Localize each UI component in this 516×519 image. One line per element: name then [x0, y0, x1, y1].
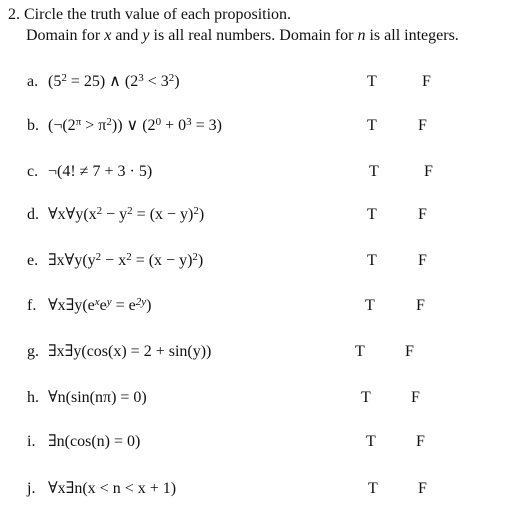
proposition-expression: $(\neg(2^\pi > \pi^2))$ ∨ $(2^0 + 0^3 = 3)$ — [48, 116, 222, 134]
item-label: i. — [27, 433, 36, 450]
question-header — [8, 4, 459, 46]
domain-text: and — [111, 27, 143, 44]
true-option[interactable]: T — [367, 73, 377, 90]
proposition-expression: ∃n(cos(n) = 0) — [48, 433, 141, 450]
proposition-expression: ∀x∃n(x < n < x + 1) — [48, 480, 177, 497]
true-option[interactable]: T — [365, 297, 375, 314]
proposition-a — [0, 70, 516, 94]
proposition-f — [0, 294, 516, 318]
proposition-expression: $\exists x\forall y(y^2 - x^2 = (x - y)^2)$ — [48, 251, 204, 269]
false-option[interactable]: F — [422, 73, 431, 90]
question-title: 2. Circle the truth value of each proposition. — [8, 6, 292, 23]
item-label: e. — [27, 252, 39, 269]
item-label: a. — [27, 73, 39, 90]
proposition-expression: ∃x∃y(cos(x) = 2 + sin(y)) — [48, 343, 212, 360]
item-label: b. — [27, 117, 39, 134]
domain-text: Domain for — [26, 27, 105, 44]
true-option[interactable]: T — [368, 480, 378, 497]
proposition-expression: $\forall x\forall y(x^2 - y^2 = (x - y)^2)$ — [48, 205, 205, 223]
domain-text: is all real numbers. Domain for — [149, 27, 358, 44]
true-option[interactable]: T — [366, 433, 376, 450]
false-option[interactable]: F — [416, 433, 425, 450]
false-option[interactable]: F — [418, 206, 427, 223]
false-option[interactable]: F — [418, 117, 427, 134]
domain-text: is all integers. — [365, 27, 459, 44]
proposition-b — [0, 114, 516, 138]
true-option[interactable]: T — [361, 389, 371, 406]
proposition-c — [0, 160, 516, 184]
var-y: y — [142, 27, 150, 44]
proposition-i — [0, 430, 516, 454]
false-option[interactable]: F — [416, 297, 425, 314]
proposition-j — [0, 477, 516, 501]
proposition-expression: $\forall x\exists y(e^xe^y = e^{2y})$ — [48, 296, 152, 314]
true-option[interactable]: T — [367, 117, 377, 134]
proposition-d — [0, 203, 516, 227]
false-option[interactable]: F — [418, 252, 427, 269]
item-label: j. — [27, 480, 36, 497]
proposition-expression: ¬(4! ≠ 7 + 3 · 5) — [48, 163, 153, 180]
item-label: g. — [27, 343, 39, 360]
false-option[interactable]: F — [411, 389, 420, 406]
domain-statement — [8, 25, 459, 46]
item-label: d. — [27, 206, 39, 223]
item-label: f. — [27, 297, 37, 314]
var-x: x — [104, 27, 112, 44]
item-label: c. — [27, 163, 39, 180]
true-option[interactable]: T — [355, 343, 365, 360]
true-option[interactable]: T — [367, 206, 377, 223]
proposition-h — [0, 386, 516, 410]
var-n: n — [357, 27, 366, 44]
true-option[interactable]: T — [369, 163, 379, 180]
false-option[interactable]: F — [418, 480, 427, 497]
false-option[interactable]: F — [424, 163, 433, 180]
true-option[interactable]: T — [367, 252, 377, 269]
proposition-g — [0, 340, 516, 364]
proposition-expression: ∀n(sin(nπ) = 0) — [48, 389, 147, 406]
false-option[interactable]: F — [405, 343, 414, 360]
item-label: h. — [27, 389, 39, 406]
proposition-e — [0, 249, 516, 273]
proposition-expression: $(5^2 = 25)$ ∧ $(2^3 < 3^2)$ — [48, 72, 180, 90]
